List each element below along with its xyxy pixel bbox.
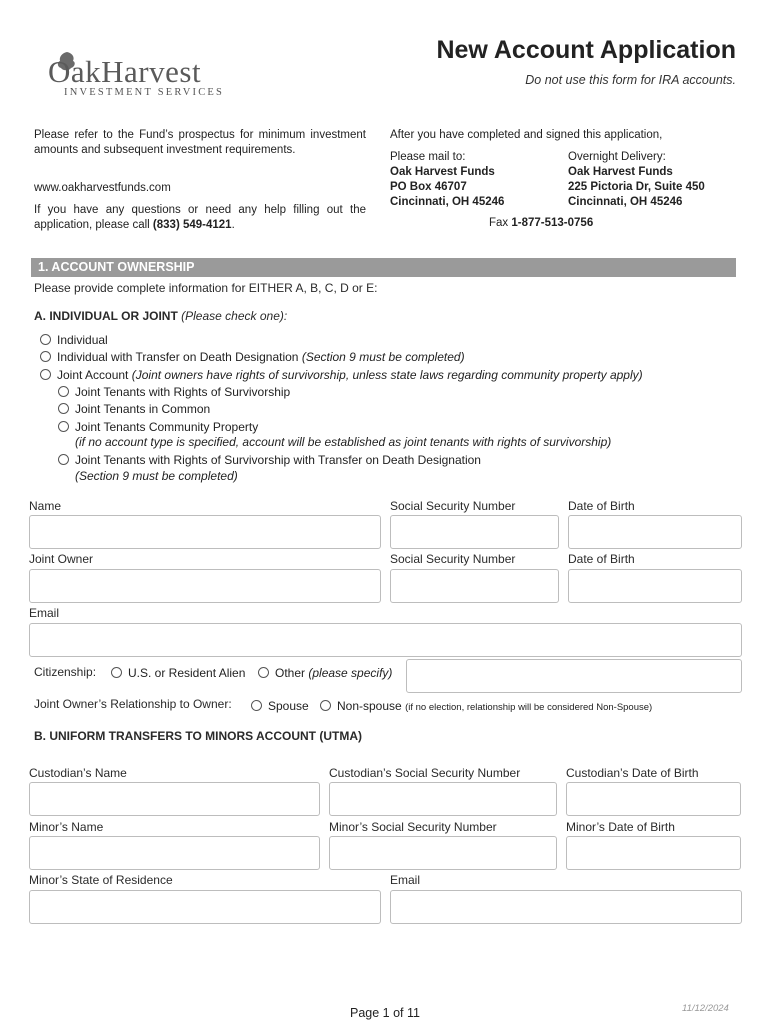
option-jtwros[interactable] bbox=[58, 385, 290, 399]
option-note: (Section 9 must be completed) bbox=[301, 350, 465, 364]
option-us-resident[interactable] bbox=[111, 666, 245, 680]
logo-tagline: INVESTMENT SERVICES bbox=[64, 87, 225, 98]
minor-state-label: Minor’s State of Residence bbox=[29, 873, 173, 887]
minor-name-label: Minor’s Name bbox=[29, 820, 104, 834]
option-individual-tod[interactable] bbox=[40, 350, 465, 364]
jtwros-tod-note: (Section 9 must be completed) bbox=[75, 469, 238, 483]
option-label: Spouse bbox=[268, 699, 309, 713]
overnight-block bbox=[568, 150, 705, 210]
radio-button[interactable] bbox=[40, 369, 51, 380]
ssn-field[interactable] bbox=[390, 515, 559, 549]
section-header-bar bbox=[31, 258, 736, 277]
mail-line: PO Box 46707 bbox=[390, 181, 467, 193]
dob-field[interactable] bbox=[568, 515, 742, 549]
option-label: Joint Tenants in Common bbox=[75, 402, 211, 416]
radio-button[interactable] bbox=[251, 700, 262, 711]
joint-dob-label: Date of Birth bbox=[568, 552, 635, 566]
email-label: Email bbox=[29, 606, 60, 620]
joint-owner-field[interactable] bbox=[29, 569, 381, 603]
page-title: New Account Application bbox=[436, 36, 736, 64]
option-label: U.S. or Resident Alien bbox=[128, 666, 246, 680]
fax-label: Fax bbox=[489, 217, 509, 229]
citizenship-label: Citizenship: bbox=[34, 665, 97, 679]
radio-button[interactable] bbox=[320, 700, 331, 711]
email-field[interactable] bbox=[29, 623, 742, 657]
help-phone: (833) 549-4121 bbox=[152, 219, 232, 231]
joint-ssn-label: Social Security Number bbox=[390, 552, 516, 566]
joint-owner-label: Joint Owner bbox=[29, 552, 94, 566]
custodian-name-field[interactable] bbox=[29, 782, 320, 816]
logo-wordmark: OakHarvest bbox=[48, 54, 202, 89]
radio-button[interactable] bbox=[58, 421, 69, 432]
option-label: Non-spouse bbox=[337, 699, 402, 713]
name-label: Name bbox=[29, 499, 62, 513]
option-label: Joint Tenants with Rights of Survivorship bbox=[75, 385, 291, 399]
option-label: Other bbox=[275, 666, 306, 680]
minor-ssn-label: Minor’s Social Security Number bbox=[329, 820, 497, 834]
help-text: If you have any questions or need any help filling out the application, please call bbox=[34, 204, 366, 231]
option-individual[interactable] bbox=[40, 333, 108, 347]
section-title: 1. ACCOUNT OWNERSHIP bbox=[38, 260, 195, 274]
mail-line: Cincinnati, OH 45246 bbox=[390, 196, 505, 208]
custodian-name-label: Custodian’s Name bbox=[29, 766, 127, 780]
option-jtwros-tod[interactable] bbox=[58, 453, 481, 467]
mail-label: Please mail to: bbox=[390, 151, 466, 163]
mail-intro: After you have completed and signed this application, bbox=[390, 129, 663, 141]
option-label: Individual bbox=[57, 333, 108, 347]
option-label: Joint Tenants Community Property bbox=[75, 420, 259, 434]
minor-dob-field[interactable] bbox=[566, 836, 741, 870]
option-joint-account[interactable] bbox=[40, 368, 643, 382]
help-suffix: . bbox=[231, 219, 235, 231]
custodian-dob-field[interactable] bbox=[566, 782, 741, 816]
logo bbox=[46, 50, 246, 100]
option-note: (Joint owners have rights of survivorship, unless state laws regarding community property apply) bbox=[131, 368, 643, 382]
jtcp-note: (if no account type is specified, account will be established as joint tenants with rights of survivorship) bbox=[75, 435, 612, 449]
section-instruction: Please provide complete information for EITHER A, B, C, D or E: bbox=[34, 281, 378, 295]
part-a-title bbox=[34, 309, 287, 323]
radio-button[interactable] bbox=[58, 403, 69, 414]
option-jtic[interactable] bbox=[58, 402, 210, 416]
radio-button[interactable] bbox=[111, 667, 122, 678]
option-spouse[interactable] bbox=[251, 699, 309, 713]
radio-button[interactable] bbox=[40, 351, 51, 362]
overnight-label: Overnight Delivery: bbox=[568, 151, 666, 163]
overnight-line: 225 Pictoria Dr, Suite 450 bbox=[568, 181, 705, 193]
minor-ssn-field[interactable] bbox=[329, 836, 557, 870]
part-b-title: B. UNIFORM TRANSFERS TO MINORS ACCOUNT (UTMA) bbox=[34, 729, 362, 743]
minor-name-field[interactable] bbox=[29, 836, 320, 870]
part-a-note: (Please check one): bbox=[181, 309, 288, 323]
overnight-line: Oak Harvest Funds bbox=[568, 166, 673, 178]
joint-dob-field[interactable] bbox=[568, 569, 742, 603]
mail-block bbox=[390, 150, 504, 210]
option-other-citizenship[interactable] bbox=[258, 666, 392, 680]
option-label: Joint Tenants with Rights of Survivorship with Transfer on Death Designation bbox=[75, 453, 481, 467]
custodian-ssn-label: Custodian’s Social Security Number bbox=[329, 766, 521, 780]
option-label: Individual with Transfer on Death Designation bbox=[57, 350, 299, 364]
option-note: (please specify) bbox=[308, 666, 393, 680]
minor-dob-label: Minor’s Date of Birth bbox=[566, 820, 675, 834]
part-a-heading: A. INDIVIDUAL OR JOINT bbox=[34, 309, 178, 323]
option-jtcp[interactable] bbox=[58, 420, 258, 434]
relationship-label: Joint Owner’s Relationship to Owner: bbox=[34, 697, 232, 711]
option-label: Joint Account bbox=[57, 368, 129, 382]
utma-email-field[interactable] bbox=[390, 890, 742, 924]
relationship-note: (if no election, relationship will be considered Non-Spouse) bbox=[405, 702, 653, 713]
page-number: Page 1 of 11 bbox=[350, 1006, 420, 1020]
fax-line bbox=[489, 216, 593, 231]
radio-button[interactable] bbox=[58, 386, 69, 397]
website-link[interactable]: www.oakharvestfunds.com bbox=[34, 182, 171, 194]
radio-button[interactable] bbox=[58, 454, 69, 465]
page-subtitle: Do not use this form for IRA accounts. bbox=[525, 73, 736, 87]
prospectus-note: Please refer to the Fund’s prospectus for minimum investment amounts and subsequent investment requirements. bbox=[34, 129, 366, 156]
mail-line: Oak Harvest Funds bbox=[390, 166, 495, 178]
overnight-line: Cincinnati, OH 45246 bbox=[568, 196, 683, 208]
minor-state-field[interactable] bbox=[29, 890, 381, 924]
dob-label: Date of Birth bbox=[568, 499, 635, 513]
option-non-spouse[interactable] bbox=[320, 699, 652, 713]
citizenship-other-field[interactable] bbox=[406, 659, 742, 693]
custodian-ssn-field[interactable] bbox=[329, 782, 557, 816]
form-date: 11/12/2024 bbox=[682, 1003, 729, 1014]
help-note bbox=[34, 203, 366, 233]
name-field[interactable] bbox=[29, 515, 381, 549]
ssn-label: Social Security Number bbox=[390, 499, 516, 513]
joint-ssn-field[interactable] bbox=[390, 569, 559, 603]
radio-button[interactable] bbox=[258, 667, 269, 678]
fax-number: 1-877-513-0756 bbox=[511, 217, 594, 229]
utma-email-label: Email bbox=[390, 873, 421, 887]
radio-button[interactable] bbox=[40, 334, 51, 345]
custodian-dob-label: Custodian’s Date of Birth bbox=[566, 766, 699, 780]
